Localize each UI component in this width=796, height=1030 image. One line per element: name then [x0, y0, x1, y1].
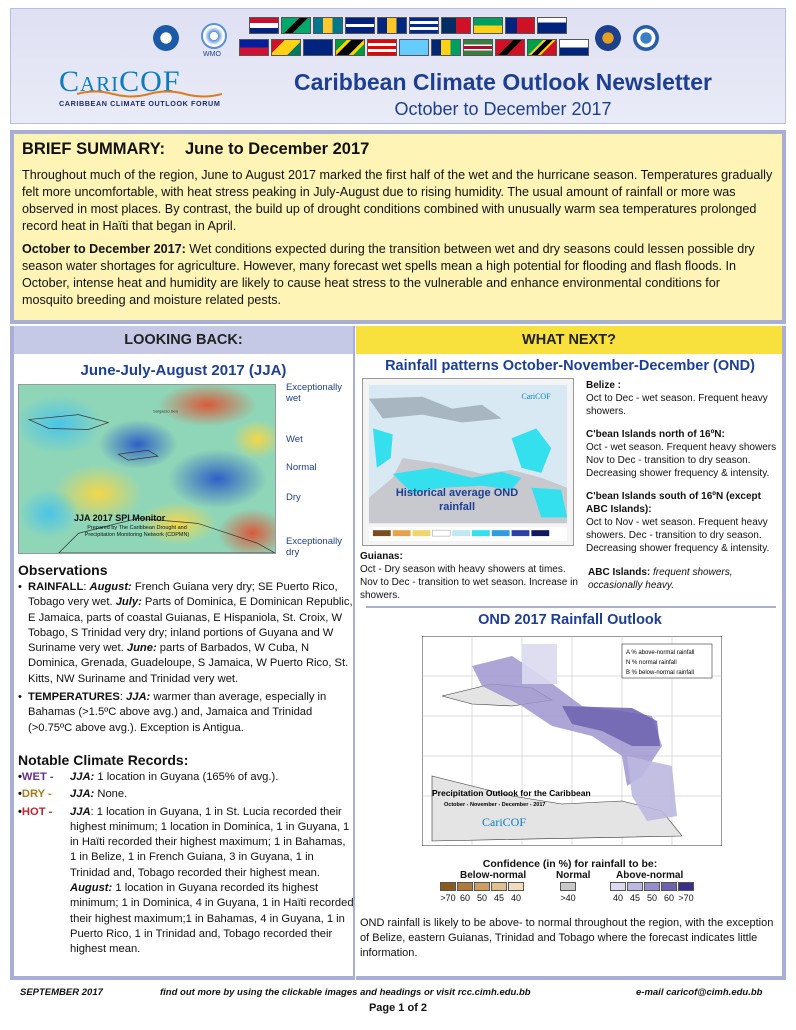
- rainfall-jun-text: parts of Barbados, W Cuba, N Dominica, Grenada, Guadeloupe, S Jamaica, W Puerto Rico, St. Kitts, NW Suriname and Trinidad very wet.: [28, 642, 349, 685]
- historical-map-label: Historical average OND rainfall: [395, 487, 519, 513]
- south-islands-text: Oct to Nov - wet season. Frequent heavy showers. Dec - transition to dry season. Decreasing shower frequency & intensity.: [586, 517, 770, 554]
- guianas-note: [360, 550, 584, 602]
- flag-icon: [249, 17, 279, 34]
- record-wet-text: 1 location in Guyana (165% of avg.).: [94, 771, 279, 783]
- observations-list: [18, 580, 354, 739]
- temperature-label: TEMPERATURES: [28, 691, 120, 704]
- footer: [10, 985, 786, 1001]
- rainfall-observation: • RAINFALL: August: French Guiana very dry; SE Puerto Rico, Tobago very wet. July: Parts of Dominica, E Dominican Republic, E Jamaica, parts of coastal Guianas, E Hispaniola, St. Croix, W Tobago, S Trinidad very dry; inland portions of Guyana and W Suriname very wet. June: parts of Barbados, W Cuba, N Dominica, Grenada, Guadeloupe, S Jamaica, W Puerto Rico, St. Kitts, NW Suriname and Trinidad very wet.: [18, 580, 354, 687]
- rainfall-aug-text: French Guiana very dry; SE Puerto Rico, Tobago very wet.: [28, 581, 338, 609]
- jja-title[interactable]: June-July-August 2017 (JJA): [80, 362, 287, 379]
- record-hot-tag: • HOT -: [18, 805, 52, 820]
- flag-icon: [399, 39, 429, 56]
- north-islands-text: Oct - wet season. Frequent heavy showers Nov to Dec - transition to dry season. Decreasing shower frequency & intensity.: [586, 442, 777, 479]
- flag-icon: [505, 17, 535, 34]
- rainfall-patterns-title[interactable]: Rainfall patterns October-November-December (OND): [385, 358, 755, 374]
- flag-icon: [239, 39, 269, 56]
- above-3-label: 60: [663, 893, 674, 903]
- record-dry-tag: • DRY -: [18, 787, 52, 802]
- flag-icon: [441, 17, 471, 34]
- climate-records-heading: Notable Climate Records:: [18, 752, 189, 768]
- svg-text:CariCOF: CariCOF: [521, 391, 551, 401]
- brief-summary: [10, 130, 786, 324]
- below-2-label: 50: [476, 893, 487, 903]
- section-divider: [366, 606, 776, 608]
- spi-map-credit: Prepared by The Caribbean Drought and Precipitation Monitoring Network (CDPMN): [84, 525, 190, 538]
- flag-icon: [473, 17, 503, 34]
- temperature-observation: • TEMPERATURES: JJA: warmer than average, especially in Bahamas (>1.5ºC above avg.) and, Jamaica and Trinidad (>0.75ºC above avg.). Exception is Antigua.: [18, 690, 354, 736]
- flag-icon: [377, 17, 407, 34]
- above-1-label: 45: [629, 893, 640, 903]
- cdema-logo[interactable]: [633, 25, 659, 51]
- flag-icon: [431, 39, 461, 56]
- newsletter-title: Caribbean Climate Outlook Newsletter: [294, 69, 712, 95]
- summary-heading: [22, 140, 774, 159]
- looking-back-column: [10, 326, 355, 980]
- partner-logos: [141, 13, 661, 65]
- rainfall-jul-label: July:: [115, 596, 142, 609]
- record-hot: [18, 805, 354, 958]
- belize-heading: Belize :: [586, 380, 622, 391]
- guianas-text: Oct - Dry season with heavy showers at times. Nov to Dec - transition to wet season. Increase in showers.: [360, 564, 578, 601]
- flag-icon: [335, 39, 365, 56]
- legend-normal: Normal: [286, 462, 317, 473]
- key-normal: N % normal rainfall: [626, 660, 677, 666]
- below-4-label: 40: [510, 893, 521, 903]
- flag-icon: [463, 39, 493, 56]
- flag-icon: [559, 39, 589, 56]
- below-3-swatch: [491, 882, 507, 891]
- record-wet: [18, 770, 354, 785]
- key-above: A % above-normal rainfall: [626, 650, 695, 656]
- legend-exceptionally-dry: Exceptionally dry: [286, 536, 342, 558]
- below-1-swatch: [457, 882, 473, 891]
- legend-exceptionally-wet: Exceptionally wet: [286, 382, 342, 404]
- caricof-wordmark: CariCOF: [59, 65, 181, 98]
- footer-date: SEPTEMBER 2017: [20, 987, 103, 998]
- record-wet-period: JJA:: [70, 771, 95, 783]
- summary-heading-label: BRIEF SUMMARY:: [22, 140, 165, 158]
- flag-icon: [495, 39, 525, 56]
- above-2-label: 50: [646, 893, 657, 903]
- noaa-logo[interactable]: [153, 25, 179, 51]
- legend-dry: Dry: [286, 492, 301, 503]
- footer-link-text[interactable]: find out more by using the clickable images and headings or visit rcc.cimh.edu.bb: [160, 987, 531, 998]
- ond-map-subtitle: October - November - December - 2017: [444, 802, 546, 808]
- above-2-swatch: [644, 882, 660, 891]
- summary-outlook-text: Wet conditions expected during the transition between wet and dry seasons could lessen possible dry season water shortages for agriculture. However, many forecast wet spells mean a high potential for flooding and flash floods. In October, intense heat and humidity are likely to cause heat stress to the vulnerable and enhance environmental conditions for mosquito breeding and moisture related pests.: [22, 242, 755, 307]
- looking-back-band[interactable]: LOOKING BACK:: [14, 326, 353, 354]
- temperature-jja-label: JJA:: [126, 691, 151, 704]
- summary-outlook-paragraph: [22, 241, 774, 309]
- historical-rainfall-map[interactable]: [362, 378, 574, 546]
- flag-icon: [313, 17, 343, 34]
- record-hot-aug-text: 1 location in Guyana recorded its highest minimum; 1 in Dominica, 4 in Guyana, 1 in Haïti recorded their highest maximum;1 in Bahamas, 4 in Guyana, 1 in Puerto Rico, 1 in Trinidad and, Tobago recorded their highest mean.: [70, 882, 354, 956]
- caricof-logo[interactable]: [59, 67, 249, 117]
- flag-icon: [367, 39, 397, 56]
- wmo-logo[interactable]: [201, 23, 227, 49]
- confidence-title: Confidence (in %) for rainfall to be:: [482, 858, 658, 870]
- summary-paragraph: Throughout much of the region, June to August 2017 marked the first half of the wet and the hurricane season. Temperatures gradually felt more uncomfortable, with heat stress peaking in July-August due to rising humidity. The usual amount of rainfall or more was observed in most places. By contrast, the build up of drought conditions combined with unusually warm sea temperatures prolonged record heat in Haïti that began in April.: [22, 168, 773, 233]
- confidence-above-label: Above-normal: [616, 870, 684, 881]
- observations-heading: Observations: [18, 562, 108, 578]
- south-islands-note: [586, 490, 782, 555]
- above-4-swatch: [678, 882, 694, 891]
- legend-wet: Wet: [286, 434, 303, 445]
- caricof-tagline: CARIBBEAN CLIMATE OUTLOOK FORUM: [59, 99, 221, 108]
- below-0-label: >70: [440, 893, 456, 903]
- temperature-text: warmer than average, especially in Bahamas (>1.5ºC above avg.) and, Jamaica and Trinidad (>0.75ºC above avg.). Exception is Antigua.: [28, 691, 327, 734]
- confidence-below-label: Below-normal: [460, 870, 527, 881]
- normal-swatch: [560, 882, 576, 891]
- flag-icon: [271, 39, 301, 56]
- climate-records-list: [18, 770, 354, 960]
- spi-map-caption: JJA 2017 SPI Monitor: [74, 513, 166, 523]
- abc-heading: ABC Islands:: [588, 567, 651, 578]
- below-0-swatch: [440, 882, 456, 891]
- newsletter-subtitle: October to December 2017: [394, 99, 612, 119]
- guianas-heading: Guianas:: [360, 551, 403, 562]
- summary-outlook-lead: October to December 2017:: [22, 242, 186, 256]
- above-0-label: 40: [612, 893, 623, 903]
- above-3-swatch: [661, 882, 677, 891]
- flag-icon: [527, 39, 557, 56]
- normal-label: >40: [560, 893, 576, 903]
- newsletter-header: [10, 8, 786, 124]
- north-islands-heading: C'bean Islands north of 16ºN:: [586, 429, 725, 440]
- record-dry-period: JJA:: [70, 788, 95, 801]
- abc-islands-note: [588, 566, 780, 592]
- rainfall-label: RAINFALL: [28, 581, 84, 593]
- flag-icon: [537, 17, 567, 34]
- north-islands-note: [586, 428, 782, 480]
- record-hot-text: : 1 location in Guyana, 1 in St. Lucia recorded their highest minimum; 1 location in Dominica, 1 in Guyana, 1 in Haïti recorded their highest maximum; 1 in Bahamas, 1 in Belize, 1 in French Guiana, 3 in Guyana, 1 in Trinidad and, Tobago recorded their highest mean.: [70, 805, 350, 879]
- ond-outlook-text: OND rainfall is likely to be above- to normal throughout the region, with the exception of Belize, eastern Guianas, Trinidad and Tobago where the forecast indicates little information.: [360, 917, 774, 959]
- record-hot-period: JJA: [70, 805, 91, 818]
- above-4-label: >70: [678, 893, 694, 903]
- flag-icon: [303, 39, 333, 56]
- south-islands-heading: C'bean Islands south of 16ºN (except ABC Islands):: [586, 491, 761, 515]
- rainfall-notes: [586, 379, 782, 565]
- ond-outlook-map[interactable]: [422, 636, 722, 846]
- below-3-label: 45: [493, 893, 504, 903]
- svg-text:Sargasso Sea: Sargasso Sea: [152, 408, 178, 414]
- confidence-normal-label: Normal: [556, 870, 591, 881]
- wmo-label: WMO: [203, 51, 221, 58]
- flag-icon: [345, 17, 375, 34]
- ond-map-title: Precipitation Outlook for the Caribbean: [432, 788, 591, 798]
- ond-map-logo: CariCOF: [482, 815, 527, 829]
- wave-icon: [77, 89, 222, 99]
- below-1-label: 60: [459, 893, 470, 903]
- abc-text: frequent showers, occasionally heavy.: [588, 567, 733, 591]
- summary-heading-period: June to December 2017: [185, 140, 370, 158]
- ond-outlook-title[interactable]: OND 2017 Rainfall Outlook: [478, 612, 662, 628]
- record-hot-aug-label: August:: [70, 882, 113, 895]
- what-next-column: [356, 326, 786, 980]
- flag-icon: [409, 17, 439, 34]
- record-wet-tag: • WET -: [18, 770, 54, 785]
- page-number: Page 1 of 2: [368, 1002, 428, 1014]
- belize-text: Oct to Dec - wet season. Frequent heavy showers.: [586, 393, 768, 417]
- above-1-swatch: [627, 882, 643, 891]
- belize-note: [586, 379, 782, 418]
- below-2-swatch: [474, 882, 490, 891]
- below-4-swatch: [508, 882, 524, 891]
- flag-icon: [281, 17, 311, 34]
- above-0-swatch: [610, 882, 626, 891]
- cimh-logo[interactable]: [595, 25, 621, 51]
- record-dry-text: None.: [94, 788, 128, 801]
- rainfall-jul-text: Parts of Dominica, E Dominican Republic, E Jamaica, parts of coastal Guianas, E Hispaniola, St. Croix, W Tobago, S Trinidad very dry; inland portions of Guyana and W Suriname very wet.: [28, 596, 353, 655]
- rainfall-aug-label: August:: [89, 581, 132, 593]
- key-below: B % below-normal rainfall: [626, 670, 695, 676]
- record-dry: [18, 787, 354, 802]
- what-next-band[interactable]: WHAT NEXT?: [356, 326, 782, 354]
- rainfall-jun-label: June:: [126, 642, 157, 655]
- footer-email[interactable]: e-mail caricof@cimh.edu.bb: [636, 987, 763, 998]
